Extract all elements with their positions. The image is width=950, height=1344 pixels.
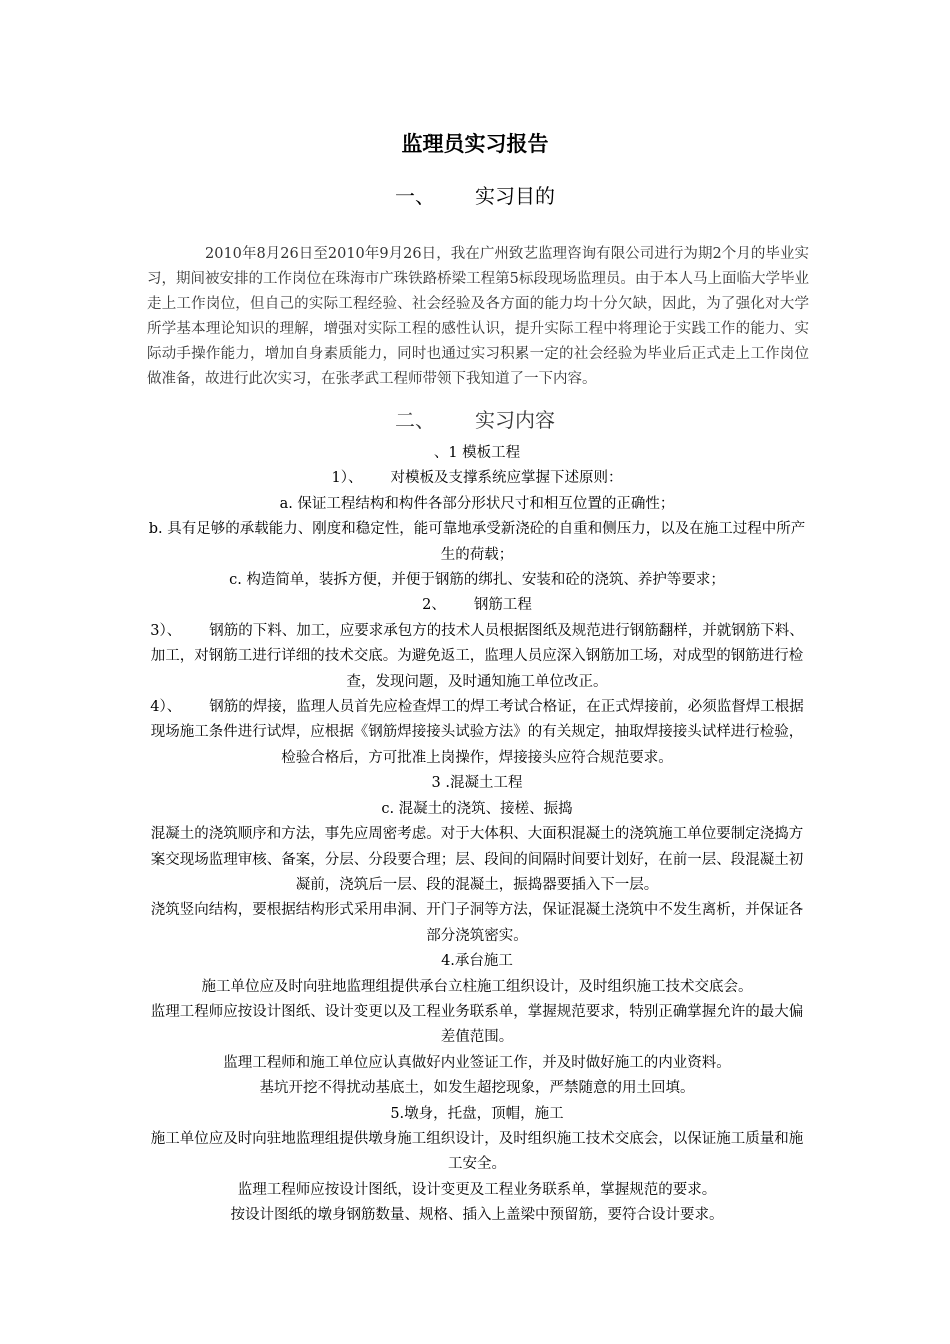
subsection-heading-concrete: 3 .混凝土工程 — [431, 775, 523, 792]
subsection-number: 2、 — [422, 597, 446, 614]
formwork-point-c: c. 构造简单，装拆方便，并便于钢筋的绑扎、安装和砼的浇筑、养护等要求； — [229, 572, 725, 589]
pier-paragraph-3: 按设计图纸的墩身钢筋数量、规格、插入上盖梁中预留筋，要符合设计要求。 — [230, 1207, 724, 1224]
subsection-title: 钢筋工程 — [473, 597, 532, 614]
rebar-paragraph-4 — [145, 695, 809, 771]
formwork-item-1 — [145, 466, 809, 491]
section-number: 一、 — [395, 184, 435, 208]
pile-cap-paragraph-1: 施工单位应及时向驻地监理组提供承台立柱施工组织设计，及时组织施工技术交底会。 — [201, 978, 753, 995]
item-text: 钢筋的下料、加工，应要求承包方的技术人员根据图纸及规范进行钢筋翻样，并就钢筋下料、加工，对钢筋工进行详细的技术交底。为避免返工，监理人员应深入钢筋加工场，对成型的钢筋进行检查，发现问题，及时通知施工单位改正。 — [150, 622, 804, 690]
intro-paragraph-block — [147, 242, 809, 392]
pier-paragraph-2: 监理工程师应按设计图纸，设计变更及工程业务联系单，掌握规范的要求。 — [237, 1181, 717, 1198]
content-body — [145, 441, 809, 1229]
pile-cap-paragraph-3: 监理工程师和施工单位应认真做好内业签证工作，并及时做好施工的内业资料。 — [223, 1054, 731, 1071]
pier-paragraph-1: 施工单位应及时向驻地监理组提供墩身施工组织设计，及时组织施工技术交底会，以保证施工质量和施工安全。 — [150, 1130, 804, 1173]
formwork-point-a: a. 保证工程结构和构件各部分形状尺寸和相互位置的正确性； — [279, 495, 675, 512]
subsection-heading-pier: 5.墩身，托盘，顶帽，施工 — [390, 1105, 564, 1122]
item-text: 钢筋的焊接，监理人员首先应检查焊工的焊工考试合格证，在正式焊接前，必须监督焊工根据现场施工条件进行试焊，应根据《钢筋焊接接头试验方法》的有关规定，抽取焊接接头试样进行检验，检验合格后，方可批准上岗操作，焊接接头应符合规范要求。 — [150, 699, 804, 766]
item-number: 1）、 — [331, 470, 363, 487]
section-heading-purpose — [0, 180, 950, 209]
pile-cap-paragraph-4: 基坑开挖不得扰动基底土，如发生超挖现象，严禁随意的用土回填。 — [259, 1080, 695, 1097]
pile-cap-paragraph-2: 监理工程师应按设计图纸、设计变更以及工程业务联系单，掌握规范要求，特别正确掌握允许的最大偏差值范围。 — [150, 1003, 804, 1046]
page-title: 监理员实习报告 — [401, 132, 549, 156]
item-number: 4）、 — [150, 699, 182, 716]
item-number: 3）、 — [150, 622, 182, 639]
rebar-paragraph-3 — [145, 619, 809, 695]
section-title: 实习目的 — [475, 184, 555, 208]
concrete-subheading: c. 混凝土的浇筑、接槎、振捣 — [381, 800, 573, 817]
subsection-heading-rebar — [145, 593, 809, 618]
intro-paragraph: 2010年8月26日至2010年9月26日，我在广州致艺监理咨询有限公司进行为期2个月的毕业实习，期间被安排的工作岗位在珠海市广珠铁路桥梁工程第5标段现场监理员。由于本人马上面临大学毕业走上工作岗位，但自己的实际工程经验、社会经验及各方面的能力均十分欠缺，因此，为了强化对大学所学基本理论知识的理解，增强对实际工程的感性认识，提升实际工程中将理论于实践工作的能力、实际动手操作能力，增加自身素质能力，同时也通过实习积累一定的社会经验为毕业后正式走上工作岗位做准备，故进行此次实习，在张孝武工程师带领下我知道了一下内容。 — [147, 246, 809, 387]
formwork-point-b: b. 具有足够的承载能力、刚度和稳定性，能可靠地承受新浇砼的自重和侧压力，以及在施工过程中所产生的荷载； — [148, 521, 806, 563]
section-title: 实习内容 — [475, 408, 555, 432]
section-number: 二、 — [395, 408, 435, 432]
subsection-heading-pile-cap: 4.承台施工 — [441, 953, 513, 970]
item-text: 对模板及支撑系统应掌握下述原则： — [390, 470, 623, 487]
section-heading-content — [0, 404, 950, 433]
concrete-paragraph-1: 混凝土的浇筑顺序和方法，事先应周密考虑。对于大体积、大面积混凝土的浇筑施工单位要制定浇捣方案交现场监理审核、备案，分层、分段要合理；层、段间的间隔时间要计划好，在前一层、段混凝土初凝前，浇筑后一层、段的混凝土，振捣器要插入下一层。 — [150, 826, 804, 893]
concrete-paragraph-2: 浇筑竖向结构，要根据结构形式采用串洞、开门子洞等方法，保证混凝土浇筑中不发生离析，并保证各部分浇筑密实。 — [150, 902, 804, 944]
subsection-heading-formwork: 、1 模板工程 — [433, 445, 521, 461]
